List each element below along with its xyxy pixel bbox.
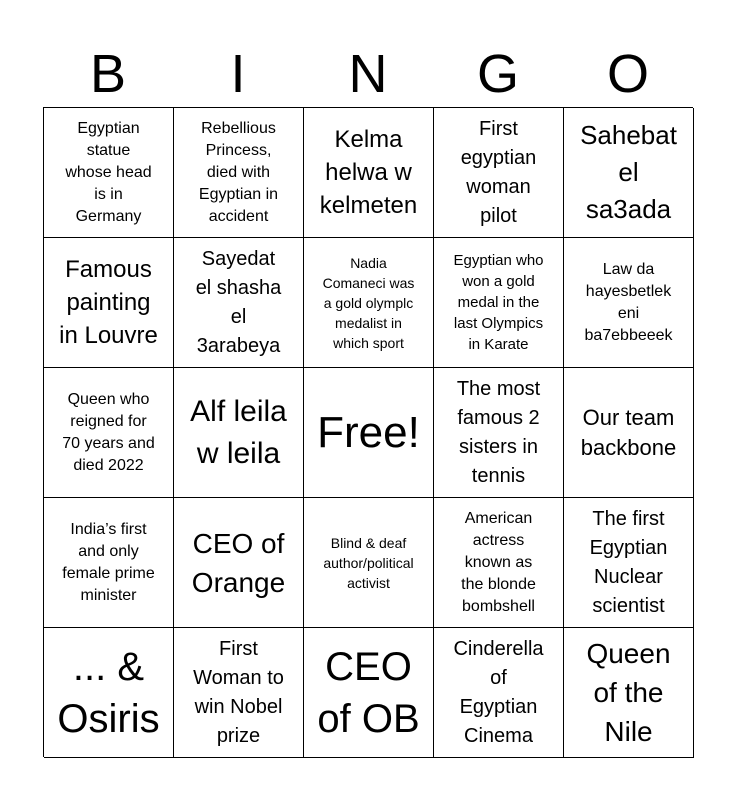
cell-text: Our team backbone — [580, 404, 677, 460]
bingo-cell[interactable] — [174, 368, 304, 498]
bingo-cell[interactable] — [434, 628, 564, 758]
bingo-cell[interactable] — [304, 238, 434, 368]
cell-text: Sahebat el sa3ada — [580, 120, 677, 224]
cell-text: Kelma helwa w kelmeten — [319, 126, 418, 219]
free-cell[interactable] — [304, 368, 434, 498]
header-letter-o: O — [606, 44, 649, 104]
header-letter-n: N — [348, 44, 388, 104]
cell-text: Law da hayesbetlek eni ba7ebbeeek — [584, 260, 673, 344]
cell-text: Nadia Comaneci was a gold olymplc medalist in which sport — [322, 254, 415, 351]
bingo-cell[interactable] — [434, 108, 564, 238]
bingo-cell[interactable] — [564, 108, 694, 238]
bingo-cell[interactable] — [304, 498, 434, 628]
cell-text: Egyptian who won a gold medal in the last Olympics in Karate — [453, 252, 544, 353]
cell-text: First Woman to win Nobel prize — [193, 637, 284, 747]
bingo-cell[interactable] — [434, 498, 564, 628]
cell-text: Cinderella of Egyptian Cinema — [453, 637, 544, 747]
bingo-cell[interactable] — [174, 108, 304, 238]
cell-text: Famous painting in Louvre — [59, 256, 158, 349]
bingo-cell[interactable] — [564, 498, 694, 628]
bingo-cell[interactable] — [564, 628, 694, 758]
bingo-cell[interactable] — [44, 238, 174, 368]
bingo-cell[interactable] — [174, 628, 304, 758]
cell-text: CEO of OB — [317, 644, 420, 741]
cell-text: Alf leila w leila — [190, 394, 287, 470]
bingo-cell[interactable] — [174, 498, 304, 628]
bingo-header — [43, 40, 693, 108]
bingo-cell[interactable] — [44, 628, 174, 758]
cell-text: CEO of Orange — [191, 527, 286, 598]
cell-text: The most famous 2 sisters in tennis — [456, 377, 541, 487]
cell-text: India’s first and only female prime minister — [62, 520, 155, 604]
bingo-cell[interactable] — [44, 368, 174, 498]
bingo-cell[interactable] — [564, 368, 694, 498]
header-letter-i: I — [230, 44, 246, 104]
cell-text: Rebellious Princess, died with Egyptian in accident — [198, 119, 279, 225]
cell-text: American actress known as the blonde bombshell — [461, 509, 536, 615]
bingo-cell[interactable] — [44, 108, 174, 238]
bingo-cell[interactable] — [434, 368, 564, 498]
bingo-grid — [43, 107, 693, 757]
header-letter-g: G — [476, 44, 519, 104]
cell-text: Free! — [317, 407, 420, 457]
bingo-cell[interactable] — [44, 498, 174, 628]
cell-text: First egyptian woman pilot — [460, 117, 537, 227]
bingo-cell[interactable] — [304, 108, 434, 238]
bingo-cell[interactable] — [434, 238, 564, 368]
bingo-cell[interactable] — [564, 238, 694, 368]
cell-text: The first Egyptian Nuclear scientist — [589, 507, 668, 617]
cell-text: Queen who reigned for 70 years and died 2022 — [62, 390, 155, 474]
header-letter-b: B — [89, 44, 127, 104]
cell-text: Egyptian statue whose head is in Germany — [65, 119, 152, 225]
cell-text: Blind & deaf author/political activist — [323, 534, 414, 591]
bingo-cell[interactable] — [304, 628, 434, 758]
cell-text: ... & Osiris — [57, 644, 160, 741]
cell-text: Sayedat el shasha el 3arabeya — [195, 247, 282, 357]
cell-text: Queen of the Nile — [586, 638, 671, 747]
bingo-cell[interactable] — [174, 238, 304, 368]
